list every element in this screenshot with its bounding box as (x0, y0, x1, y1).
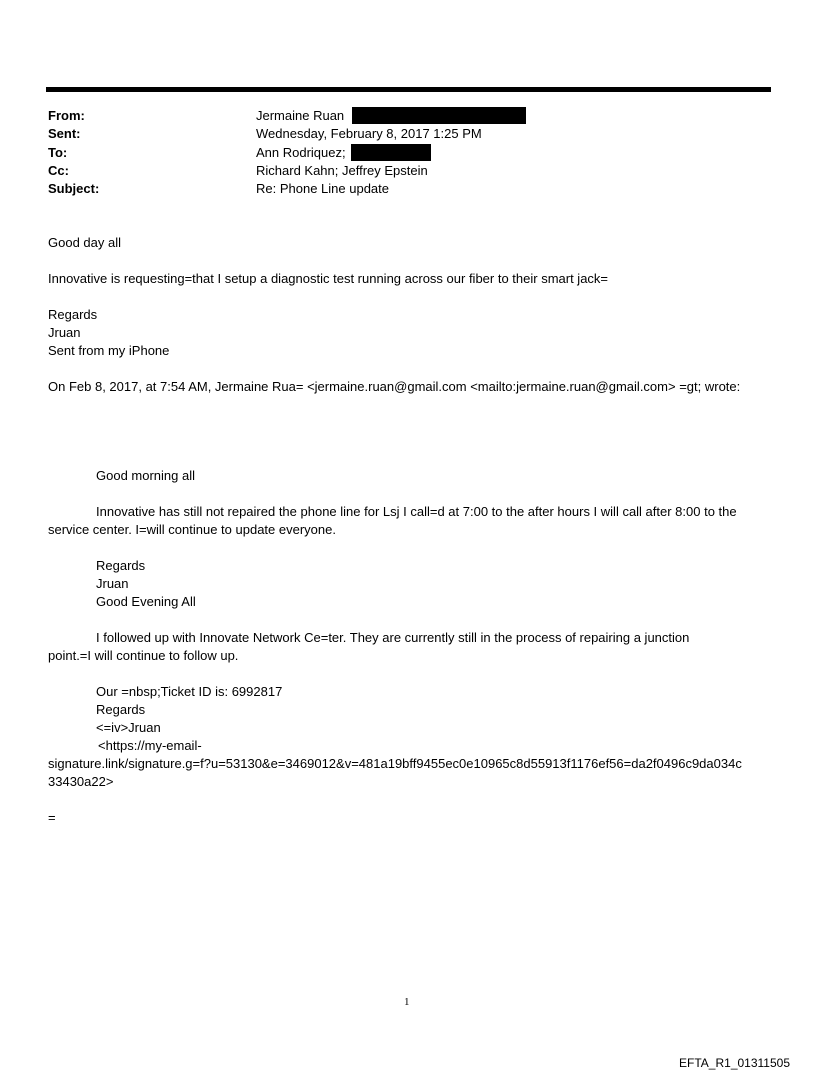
from-label: From: (48, 108, 85, 123)
quoted-signature-name: <=iv>Jruan (96, 720, 161, 735)
body-line: Innovative is requesting=that I setup a diagnostic test running across our fiber to their smart jack= (48, 271, 609, 286)
to-value (256, 144, 431, 162)
body-signature-name: Jruan (48, 325, 81, 340)
trailing-character: = (48, 810, 56, 825)
quoted-paragraph-line: point.=I will continue to follow up. (48, 648, 239, 663)
body-greeting: Good day all (48, 235, 121, 250)
document-id: EFTA_R1_01311505 (679, 1056, 790, 1070)
quoted-paragraph-line: service center. I=will continue to update everyone. (48, 522, 336, 537)
redaction-bar (352, 107, 526, 124)
subject-value: Re: Phone Line update (256, 181, 389, 196)
cc-value: Richard Kahn; Jeffrey Epstein (256, 163, 428, 178)
quoted-regards: Regards (96, 702, 146, 717)
body-sent-from: Sent from my iPhone (48, 343, 170, 358)
quoted-regards: Regards (96, 558, 146, 573)
quoted-evening-greeting: Good Evening All (96, 594, 196, 609)
header-to-row (48, 144, 768, 162)
body-regards: Regards (48, 307, 98, 322)
signature-link: signature.link/signature.g=f?u=53130&e=3469012&v=481a19bff9455ec0e10965c8d55913f1176ef56=da2f0496c9da034c (48, 756, 742, 771)
header-rule (46, 87, 771, 92)
from-name: Jermaine Ruan (256, 108, 345, 123)
quoted-signature-name: Jruan (96, 576, 129, 591)
quoted-paragraph-line: I followed up with Innovate Network Ce=ter. They are currently still in the process of repairing a junction (96, 630, 690, 645)
quoted-paragraph-line: Innovative has still not repaired the phone line for Lsj I call=d at 7:00 to the after hours I will call after 8:00 to the (96, 504, 737, 519)
header-subject-row (48, 180, 768, 198)
sent-label: Sent: (48, 126, 81, 141)
quoted-greeting: Good morning all (96, 468, 195, 483)
subject-label: Subject: (48, 181, 100, 196)
signature-link: <https://my-email- (98, 738, 202, 753)
header-from-row (48, 107, 768, 125)
sent-value: Wednesday, February 8, 2017 1:25 PM (256, 126, 482, 141)
to-label: To: (48, 145, 68, 160)
to-name: Ann Rodriquez; (256, 145, 346, 160)
header-cc-row (48, 162, 768, 180)
signature-link: 33430a22> (48, 774, 114, 789)
page-number: 1 (404, 996, 410, 1008)
header-sent-row (48, 125, 768, 143)
from-value (256, 107, 526, 125)
quoted-ticket-id: Our =nbsp;Ticket ID is: 6992817 (96, 684, 283, 699)
quote-intro: On Feb 8, 2017, at 7:54 AM, Jermaine Rua= <jermaine.ruan@gmail.com <mailto:jermaine.ruan@gmail.com> =gt; wrote: (48, 379, 741, 394)
redaction-bar (351, 144, 431, 161)
cc-label: Cc: (48, 163, 69, 178)
